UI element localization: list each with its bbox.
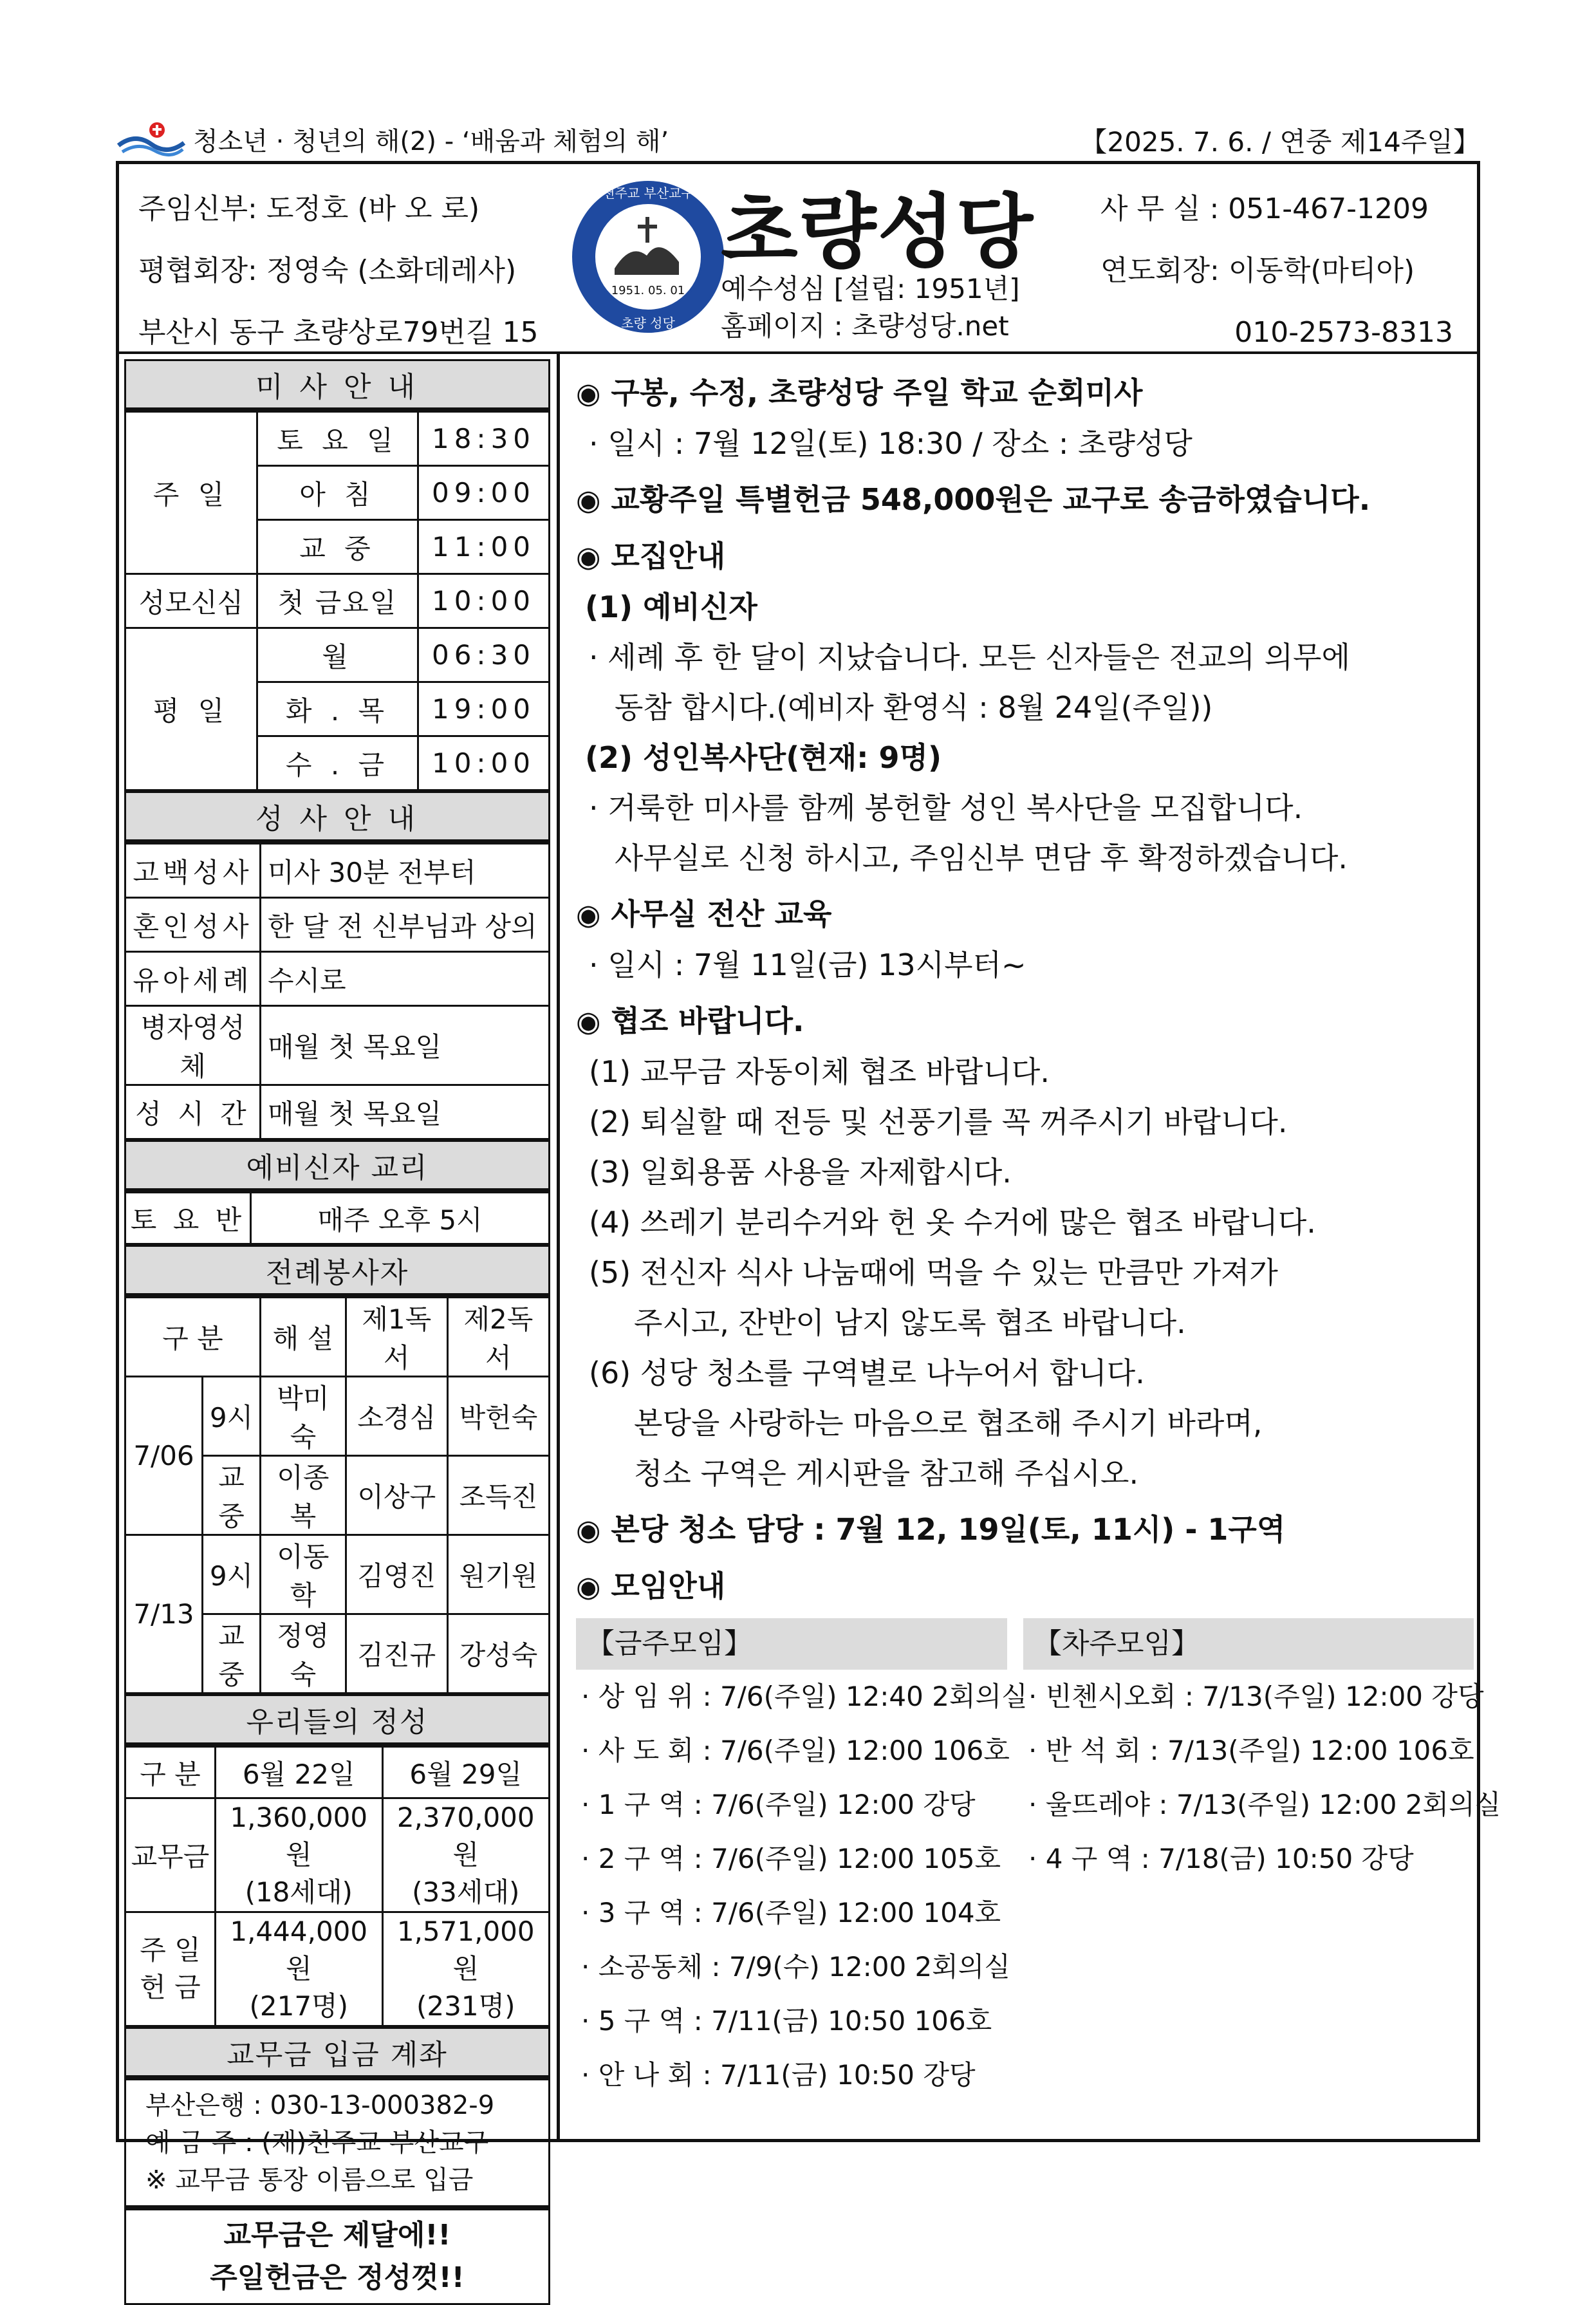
offering-amount: 1,360,000원 — [230, 1802, 368, 1871]
header-right-info — [1100, 178, 1467, 364]
next-week-meetings — [1023, 1618, 1501, 1886]
catechumen-class: 토 요 반 — [125, 1193, 251, 1244]
offering-amount: 1,571,000원 — [396, 1916, 535, 1984]
bullet-icon: ◉ — [576, 1005, 601, 1038]
liturgy-header: 구 분 — [125, 1298, 261, 1377]
offering-table — [124, 1746, 550, 2027]
notice-heading: ◉ 본당 청소 담당 : 7월 12, 19일(토, 11시) - 1구역 — [576, 1512, 1286, 1547]
notices-column — [576, 367, 1501, 2091]
notice-heading: ◉ 모집안내 — [576, 539, 726, 574]
bullet-icon: ◉ — [576, 1514, 601, 1547]
notice-line: · 세례 후 한 달이 지났습니다. 모든 신자들은 전교의 의무에 — [589, 640, 1350, 675]
sacraments-table — [124, 843, 550, 1140]
offering-kind: 헌 금 — [140, 1972, 201, 2003]
bulletin-body — [116, 354, 1501, 2294]
column-divider — [557, 354, 560, 2142]
diocese-logo-icon — [116, 120, 187, 158]
offering-count: (231명) — [416, 1990, 515, 2022]
sacrament-name: 혼인성사 — [125, 898, 261, 952]
offering-count: (18세대) — [245, 1876, 353, 1908]
leader-phone: 010-2573-8313 — [1234, 316, 1453, 349]
marian-label: 성모신심 — [125, 574, 257, 628]
commentator: 박미숙 — [261, 1377, 346, 1456]
notice-line: 청소 구역은 게시판을 참고해 주십시오. — [634, 1456, 1139, 1491]
meeting-item: · 울뜨레야 : 7/13(주일) 12:00 2회의실 — [1028, 1789, 1501, 1820]
parish-sub-info — [721, 270, 1020, 345]
bullet-icon: ◉ — [576, 484, 601, 517]
notice-heading: ◉ 구봉, 수정, 초량성당 주일 학교 순회미사 — [576, 375, 1143, 410]
mass-time: 11:00 — [418, 520, 550, 574]
reader-2: 박헌숙 — [447, 1377, 549, 1456]
reader-1: 김영진 — [346, 1535, 447, 1614]
sacrament-info: 미사 30분 전부터 — [261, 844, 550, 898]
notice-line: 주시고, 잔반이 남지 않도록 협조 바랍니다. — [634, 1305, 1186, 1340]
liturgy-mass: 9시 — [203, 1535, 261, 1614]
mass-time: 06:30 — [418, 628, 550, 682]
liturgy-header: 제2독서 — [447, 1298, 549, 1377]
meeting-item: · 2 구 역 : 7/6(주일) 12:00 105호 — [581, 1843, 1001, 1874]
offering-count: (33세대) — [412, 1876, 520, 1908]
notice-line: (1) 교무금 자동이체 협조 바랍니다. — [589, 1054, 1050, 1089]
notice-line: (5) 전신자 식사 나눔때에 먹을 수 있는 만큼만 가져가 — [589, 1255, 1278, 1290]
weekday-label: 평 일 — [125, 628, 257, 790]
notice-heading: ◉ 모임안내 — [576, 1569, 726, 1603]
sacrament-info: 매월 첫 목요일 — [261, 1006, 550, 1085]
sacrament-name: 고백성사 — [125, 844, 261, 898]
offering-kind: 주 일 — [140, 1934, 201, 1966]
year-theme: 청소년 · 청년의 해(2) - ‘배움과 체험의 해’ — [193, 127, 669, 156]
liturgy-header: 해 설 — [261, 1298, 346, 1377]
account-note: ※ 교무금 통장 이름으로 입금 — [145, 2165, 474, 2195]
notice-line: · 일시 : 7월 12일(토) 18:30 / 장소 : 초량성당 — [589, 426, 1192, 461]
left-column — [124, 359, 550, 2305]
notice-line: 본당을 사랑하는 마음으로 협조해 주시기 바라며, — [634, 1406, 1263, 1441]
reader-2: 원기원 — [447, 1535, 549, 1614]
meeting-item: · 소공동체 : 7/9(수) 12:00 2회의실 — [581, 1951, 1010, 1983]
parish-seal-icon — [570, 178, 727, 336]
mass-day: 첫 금요일 — [257, 574, 418, 628]
account-holder: 예 금 주 : (재)천주교 부산교구 — [145, 2128, 489, 2158]
notice-heading: ◉ 사무실 전산 교육 — [576, 897, 832, 931]
meeting-item: · 반 석 회 : 7/13(주일) 12:00 106호 — [1028, 1735, 1474, 1766]
mass-day: 화 . 목 — [257, 682, 418, 736]
sacraments-title: 성 사 안 내 — [124, 791, 550, 843]
notice-subheading: (1) 예비신자 — [585, 590, 757, 624]
offering-amount: 1,444,000원 — [230, 1916, 368, 1984]
commentator: 이종복 — [261, 1456, 346, 1535]
offering-header: 6월 22일 — [216, 1747, 383, 1798]
motto-line: 교무금은 제달에!! — [223, 2219, 451, 2252]
offering-title: 우리들의 정성 — [124, 1694, 550, 1746]
catechumen-title: 예비신자 교리 — [124, 1140, 550, 1191]
liturgy-date: 7/06 — [125, 1377, 203, 1535]
offering-amount: 2,370,000원 — [396, 1802, 535, 1871]
offering-count: (217명) — [249, 1990, 348, 2022]
mass-schedule-title: 미 사 안 내 — [124, 359, 550, 411]
mass-time: 10:00 — [418, 574, 550, 628]
bulletin-date: 【2025. 7. 6. / 연중 제14주일】 — [1080, 126, 1480, 158]
parish-header — [116, 161, 1480, 354]
notice-line: · 거룩한 미사를 함께 봉헌할 성인 복사단을 모집합니다. — [589, 790, 1303, 825]
parish-patron: 예수성심 [설립: 1951년] — [721, 273, 1020, 304]
catechumen-time: 매주 오후 5시 — [251, 1193, 550, 1244]
mass-day: 아 침 — [257, 466, 418, 520]
bullet-icon: ◉ — [576, 1571, 601, 1603]
liturgy-mass: 9시 — [203, 1377, 261, 1456]
liturgy-date: 7/13 — [125, 1535, 203, 1694]
meeting-item: · 사 도 회 : 7/6(주일) 12:00 106호 — [581, 1735, 1010, 1766]
mass-day: 토 요 일 — [257, 412, 418, 466]
mass-time: 09:00 — [418, 466, 550, 520]
sacrament-info: 한 달 전 신부님과 상의 — [261, 898, 550, 952]
meeting-item: · 안 나 회 : 7/11(금) 10:50 강당 — [581, 2059, 976, 2091]
office-phone: 사 무 실 : 051-467-1209 — [1100, 192, 1429, 225]
reader-2: 조득진 — [447, 1456, 549, 1535]
parish-homepage[interactable]: 홈페이지 : 초량성당.net — [721, 310, 1009, 342]
meeting-item: · 상 임 위 : 7/6(주일) 12:40 2회의실 — [581, 1681, 1028, 1712]
liturgy-table — [124, 1296, 550, 1694]
offering-header: 6월 29일 — [382, 1747, 550, 1798]
mass-day: 수 . 금 — [257, 736, 418, 790]
notice-heading: ◉ 교황주일 특별헌금 548,000원은 교구로 송금하였습니다. — [576, 482, 1371, 517]
mass-day: 교 중 — [257, 520, 418, 574]
offering-kind: 교무금 — [125, 1798, 216, 1912]
bullet-icon: ◉ — [576, 541, 601, 574]
meeting-item: · 빈첸시오회 : 7/13(주일) 12:00 강당 — [1028, 1681, 1484, 1712]
meeting-item: · 4 구 역 : 7/18(금) 10:50 강당 — [1028, 1843, 1414, 1874]
account-title: 교무금 입금 계좌 — [124, 2027, 550, 2078]
seal-bottom-text: 초량 성당 — [621, 315, 675, 331]
notice-line: (4) 쓰레기 분리수거와 헌 옷 수거에 많은 협조 바랍니다. — [589, 1205, 1316, 1240]
notice-line: 사무실로 신청 하시고, 주임신부 면담 후 확정하겠습니다. — [615, 841, 1348, 875]
notice-line: 동참 합시다.(예비자 환영식 : 8월 24일(주일)) — [615, 690, 1213, 725]
sacrament-info: 수시로 — [261, 952, 550, 1006]
district-leader: 연도회장: 이동학(마티아) — [1100, 254, 1415, 287]
commentator: 이동학 — [261, 1535, 346, 1614]
sunday-label: 주 일 — [125, 412, 257, 574]
parish-address: 부산시 동구 초량상로79번길 15 — [138, 316, 539, 349]
mass-schedule-table — [124, 411, 550, 791]
notice-line: · 일시 : 7월 11일(금) 13시부터~ — [589, 947, 1026, 982]
seal-date: 1951. 05. 01 — [611, 284, 685, 297]
offering-header: 구 분 — [125, 1747, 216, 1798]
meeting-item: · 3 구 역 : 7/6(주일) 12:00 104호 — [581, 1897, 1001, 1928]
account-info — [124, 2078, 550, 2207]
offering-motto — [124, 2207, 550, 2305]
mass-day: 월 — [257, 628, 418, 682]
parish-name: 초량성당 — [721, 186, 1035, 279]
pastor-name: 주임신부: 도정호 (바 오 로) — [138, 192, 480, 225]
header-left-info — [138, 178, 538, 364]
commentator: 정영숙 — [261, 1614, 346, 1694]
next-week-title: 【차주모임】 — [1023, 1618, 1474, 1670]
notice-heading: ◉ 협조 바랍니다. — [576, 1003, 804, 1038]
reader-1: 김진규 — [346, 1614, 447, 1694]
liturgy-mass: 교중 — [203, 1614, 261, 1694]
seal-top-text: 천주교 부산교구 — [602, 185, 694, 201]
bank-account: 부산은행 : 030-13-000382-9 — [145, 2091, 495, 2120]
mass-time: 19:00 — [418, 682, 550, 736]
catechumen-table — [124, 1191, 550, 1245]
this-week-meetings — [576, 1618, 1028, 2102]
bullet-icon: ◉ — [576, 377, 601, 410]
meeting-item: · 5 구 역 : 7/11(금) 10:50 106호 — [581, 2005, 992, 2037]
council-president: 평협회장: 정영숙 (소화데레사) — [138, 254, 517, 287]
sacrament-name: 성 시 간 — [125, 1085, 261, 1139]
notice-line: (2) 퇴실할 때 전등 및 선풍기를 꼭 꺼주시기 바랍니다. — [589, 1105, 1288, 1139]
reader-1: 이상구 — [346, 1456, 447, 1535]
liturgy-mass: 교중 — [203, 1456, 261, 1535]
top-line — [116, 116, 1480, 161]
mass-time: 18:30 — [418, 412, 550, 466]
sacrament-info: 매월 첫 목요일 — [261, 1085, 550, 1139]
liturgy-title: 전례봉사자 — [124, 1245, 550, 1296]
motto-line: 주일헌금은 정성껏!! — [210, 2261, 465, 2294]
reader-1: 소경심 — [346, 1377, 447, 1456]
notice-line: (3) 일회용품 사용을 자제합시다. — [589, 1155, 1012, 1190]
this-week-title: 【금주모임】 — [576, 1618, 1007, 1670]
reader-2: 강성숙 — [447, 1614, 549, 1694]
meeting-item: · 1 구 역 : 7/6(주일) 12:00 강당 — [581, 1789, 976, 1820]
notice-line: (6) 성당 청소를 구역별로 나누어서 합니다. — [589, 1356, 1145, 1390]
bullet-icon: ◉ — [576, 899, 601, 931]
mass-time: 10:00 — [418, 736, 550, 790]
sacrament-name: 유아세례 — [125, 952, 261, 1006]
notice-subheading: (2) 성인복사단(현재: 9명) — [585, 740, 942, 775]
liturgy-header: 제1독서 — [346, 1298, 447, 1377]
sacrament-name: 병자영성체 — [125, 1006, 261, 1085]
meetings-section — [576, 1618, 1501, 2091]
